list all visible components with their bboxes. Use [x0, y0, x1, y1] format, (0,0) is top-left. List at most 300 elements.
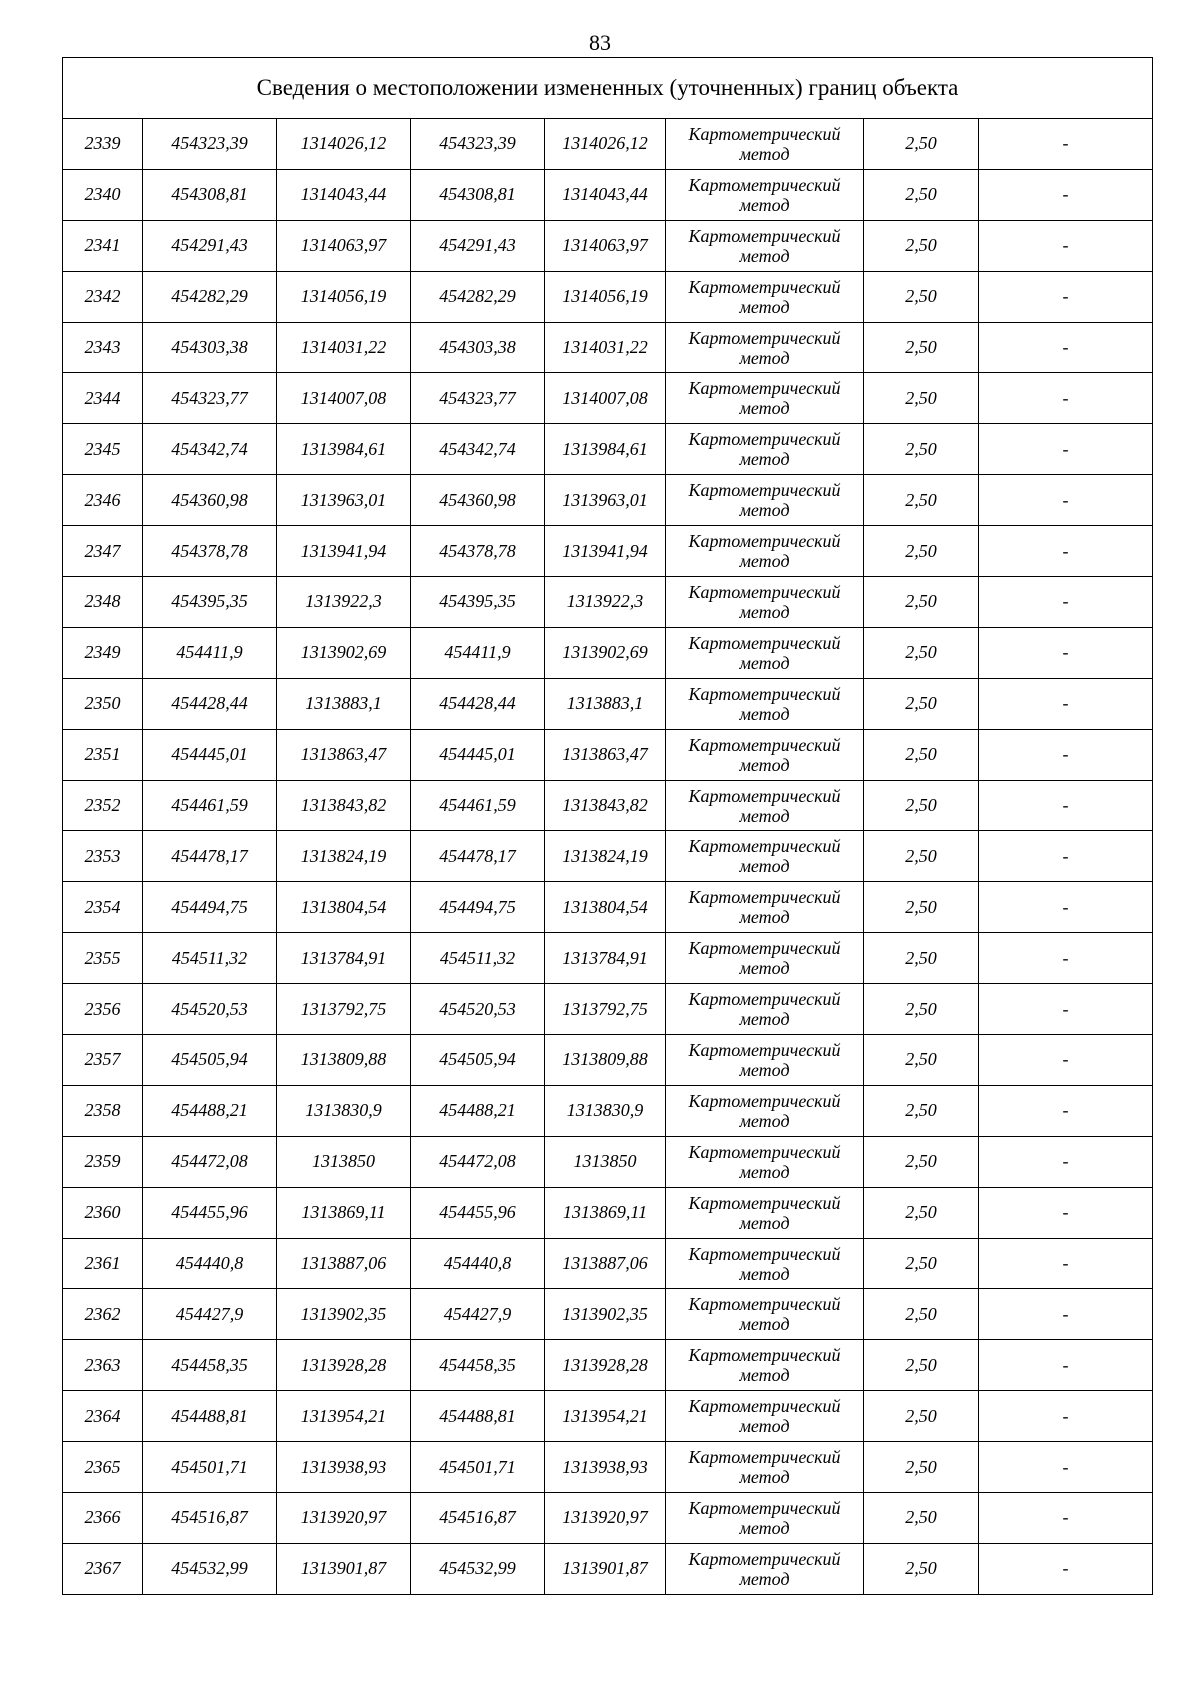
- accuracy-cell: 2,50: [864, 1340, 979, 1391]
- method-line-1: Картометрический: [688, 225, 841, 246]
- x-new-cell: 454427,9: [411, 1289, 545, 1340]
- x-new-cell: 454323,39: [411, 119, 545, 170]
- note-cell: -: [979, 424, 1153, 475]
- y-existing-cell: 1314043,44: [277, 169, 411, 220]
- method-cell: [666, 373, 864, 424]
- method-line-1: Картометрический: [688, 480, 841, 501]
- point-number-cell: 2349: [63, 627, 143, 678]
- note-cell: -: [979, 526, 1153, 577]
- y-new-cell: 1313887,06: [545, 1238, 666, 1289]
- table-row: [63, 1238, 1153, 1289]
- point-number-cell: 2364: [63, 1391, 143, 1442]
- y-new-cell: 1313902,69: [545, 627, 666, 678]
- accuracy-cell: 2,50: [864, 780, 979, 831]
- method-cell: [666, 780, 864, 831]
- x-existing-cell: 454440,8: [143, 1238, 277, 1289]
- accuracy-cell: 2,50: [864, 984, 979, 1035]
- method-line-2: метод: [739, 1009, 790, 1030]
- y-existing-cell: 1313922,3: [277, 577, 411, 628]
- x-existing-cell: 454291,43: [143, 220, 277, 271]
- note-cell: -: [979, 1340, 1153, 1391]
- accuracy-cell: 2,50: [864, 1543, 979, 1594]
- x-new-cell: 454455,96: [411, 1187, 545, 1238]
- point-number-cell: 2355: [63, 933, 143, 984]
- method-line-1: Картометрический: [688, 1141, 841, 1162]
- method-line-1: Картометрический: [688, 1243, 841, 1264]
- note-cell: -: [979, 1085, 1153, 1136]
- method-line-2: метод: [739, 1365, 790, 1386]
- y-new-cell: 1313809,88: [545, 1035, 666, 1086]
- y-new-cell: 1313850: [545, 1136, 666, 1187]
- y-existing-cell: 1313824,19: [277, 831, 411, 882]
- point-number-cell: 2358: [63, 1085, 143, 1136]
- x-new-cell: 454428,44: [411, 678, 545, 729]
- x-new-cell: 454511,32: [411, 933, 545, 984]
- y-existing-cell: 1313954,21: [277, 1391, 411, 1442]
- note-cell: -: [979, 729, 1153, 780]
- point-number-cell: 2361: [63, 1238, 143, 1289]
- method-line-2: метод: [739, 754, 790, 775]
- method-line-2: метод: [739, 398, 790, 419]
- table-row: [63, 831, 1153, 882]
- method-line-1: Картометрический: [688, 887, 841, 908]
- note-cell: -: [979, 627, 1153, 678]
- table-row: [63, 729, 1153, 780]
- x-existing-cell: 454458,35: [143, 1340, 277, 1391]
- method-line-2: метод: [739, 1212, 790, 1233]
- note-cell: -: [979, 780, 1153, 831]
- point-number-cell: 2357: [63, 1035, 143, 1086]
- method-cell: [666, 831, 864, 882]
- x-new-cell: 454323,77: [411, 373, 545, 424]
- point-number-cell: 2353: [63, 831, 143, 882]
- method-line-2: метод: [739, 1263, 790, 1284]
- y-existing-cell: 1313984,61: [277, 424, 411, 475]
- point-number-cell: 2359: [63, 1136, 143, 1187]
- method-line-2: метод: [739, 601, 790, 622]
- accuracy-cell: 2,50: [864, 271, 979, 322]
- x-existing-cell: 454511,32: [143, 933, 277, 984]
- method-cell: [666, 220, 864, 271]
- point-number-cell: 2354: [63, 882, 143, 933]
- point-number-cell: 2363: [63, 1340, 143, 1391]
- method-line-2: метод: [739, 245, 790, 266]
- point-number-cell: 2340: [63, 169, 143, 220]
- table-row: [63, 1187, 1153, 1238]
- point-number-cell: 2352: [63, 780, 143, 831]
- accuracy-cell: 2,50: [864, 678, 979, 729]
- accuracy-cell: 2,50: [864, 627, 979, 678]
- method-cell: [666, 1493, 864, 1544]
- note-cell: -: [979, 1187, 1153, 1238]
- table-row: [63, 678, 1153, 729]
- page-number: 83: [589, 30, 611, 55]
- note-cell: -: [979, 322, 1153, 373]
- y-existing-cell: 1314063,97: [277, 220, 411, 271]
- x-existing-cell: 454360,98: [143, 475, 277, 526]
- table-row: [63, 1136, 1153, 1187]
- note-cell: -: [979, 119, 1153, 170]
- method-line-2: метод: [739, 1467, 790, 1488]
- accuracy-cell: 2,50: [864, 1136, 979, 1187]
- x-new-cell: 454501,71: [411, 1442, 545, 1493]
- method-cell: [666, 882, 864, 933]
- method-line-2: метод: [739, 551, 790, 572]
- x-existing-cell: 454411,9: [143, 627, 277, 678]
- method-cell: [666, 1391, 864, 1442]
- x-new-cell: 454411,9: [411, 627, 545, 678]
- x-new-cell: 454458,35: [411, 1340, 545, 1391]
- note-cell: -: [979, 1238, 1153, 1289]
- method-cell: [666, 1085, 864, 1136]
- y-new-cell: 1313863,47: [545, 729, 666, 780]
- table-row: [63, 424, 1153, 475]
- x-existing-cell: 454455,96: [143, 1187, 277, 1238]
- accuracy-cell: 2,50: [864, 882, 979, 933]
- y-new-cell: 1314043,44: [545, 169, 666, 220]
- method-cell: [666, 729, 864, 780]
- table-title: Сведения о местоположении измененных (уточненных) границ объекта: [63, 58, 1153, 119]
- y-existing-cell: 1313792,75: [277, 984, 411, 1035]
- y-existing-cell: 1313883,1: [277, 678, 411, 729]
- point-number-cell: 2344: [63, 373, 143, 424]
- point-number-cell: 2348: [63, 577, 143, 628]
- method-line-2: метод: [739, 1314, 790, 1335]
- x-existing-cell: 454472,08: [143, 1136, 277, 1187]
- x-existing-cell: 454282,29: [143, 271, 277, 322]
- method-line-1: Картометрический: [688, 276, 841, 297]
- note-cell: -: [979, 882, 1153, 933]
- method-line-2: метод: [739, 347, 790, 368]
- x-existing-cell: 454461,59: [143, 780, 277, 831]
- x-existing-cell: 454494,75: [143, 882, 277, 933]
- y-new-cell: 1313928,28: [545, 1340, 666, 1391]
- method-cell: [666, 322, 864, 373]
- method-cell: [666, 1543, 864, 1594]
- x-new-cell: 454342,74: [411, 424, 545, 475]
- method-cell: [666, 984, 864, 1035]
- method-line-2: метод: [739, 1416, 790, 1437]
- x-existing-cell: 454516,87: [143, 1493, 277, 1544]
- point-number-cell: 2356: [63, 984, 143, 1035]
- x-new-cell: 454291,43: [411, 220, 545, 271]
- table-row: [63, 169, 1153, 220]
- method-line-2: метод: [739, 805, 790, 826]
- y-new-cell: 1313843,82: [545, 780, 666, 831]
- x-existing-cell: 454501,71: [143, 1442, 277, 1493]
- method-cell: [666, 1289, 864, 1340]
- accuracy-cell: 2,50: [864, 1442, 979, 1493]
- table-row: [63, 577, 1153, 628]
- y-existing-cell: 1314026,12: [277, 119, 411, 170]
- x-new-cell: 454488,81: [411, 1391, 545, 1442]
- x-existing-cell: 454478,17: [143, 831, 277, 882]
- method-line-1: Картометрический: [688, 1039, 841, 1060]
- y-new-cell: 1313963,01: [545, 475, 666, 526]
- x-existing-cell: 454308,81: [143, 169, 277, 220]
- x-existing-cell: 454505,94: [143, 1035, 277, 1086]
- accuracy-cell: 2,50: [864, 1238, 979, 1289]
- x-existing-cell: 454532,99: [143, 1543, 277, 1594]
- y-existing-cell: 1313830,9: [277, 1085, 411, 1136]
- x-existing-cell: 454323,77: [143, 373, 277, 424]
- y-new-cell: 1313901,87: [545, 1543, 666, 1594]
- method-cell: [666, 424, 864, 475]
- note-cell: -: [979, 1136, 1153, 1187]
- table-row: [63, 1543, 1153, 1594]
- point-number-cell: 2339: [63, 119, 143, 170]
- accuracy-cell: 2,50: [864, 424, 979, 475]
- table-row: [63, 933, 1153, 984]
- x-new-cell: 454378,78: [411, 526, 545, 577]
- method-line-2: метод: [739, 1059, 790, 1080]
- method-line-2: метод: [739, 296, 790, 317]
- point-number-cell: 2360: [63, 1187, 143, 1238]
- note-cell: -: [979, 169, 1153, 220]
- accuracy-cell: 2,50: [864, 475, 979, 526]
- x-new-cell: 454282,29: [411, 271, 545, 322]
- method-line-1: Картометрический: [688, 378, 841, 399]
- table-row: [63, 220, 1153, 271]
- table-row: [63, 1289, 1153, 1340]
- x-new-cell: 454488,21: [411, 1085, 545, 1136]
- y-existing-cell: 1313902,69: [277, 627, 411, 678]
- accuracy-cell: 2,50: [864, 373, 979, 424]
- method-line-2: метод: [739, 449, 790, 470]
- point-number-cell: 2350: [63, 678, 143, 729]
- table-row: [63, 475, 1153, 526]
- y-existing-cell: 1313804,54: [277, 882, 411, 933]
- accuracy-cell: 2,50: [864, 933, 979, 984]
- method-cell: [666, 627, 864, 678]
- method-line-2: метод: [739, 143, 790, 164]
- method-line-1: Картометрический: [688, 938, 841, 959]
- method-line-2: метод: [739, 1568, 790, 1589]
- method-cell: [666, 119, 864, 170]
- method-line-1: Картометрический: [688, 785, 841, 806]
- y-existing-cell: 1313920,97: [277, 1493, 411, 1544]
- point-number-cell: 2362: [63, 1289, 143, 1340]
- method-line-2: метод: [739, 194, 790, 215]
- method-line-1: Картометрический: [688, 836, 841, 857]
- y-new-cell: 1313792,75: [545, 984, 666, 1035]
- x-existing-cell: 454303,38: [143, 322, 277, 373]
- x-new-cell: 454494,75: [411, 882, 545, 933]
- method-cell: [666, 526, 864, 577]
- y-new-cell: 1313824,19: [545, 831, 666, 882]
- x-new-cell: 454445,01: [411, 729, 545, 780]
- method-line-2: метод: [739, 500, 790, 521]
- method-line-2: метод: [739, 652, 790, 673]
- table-row: [63, 882, 1153, 933]
- table-row: [63, 984, 1153, 1035]
- point-number-cell: 2342: [63, 271, 143, 322]
- accuracy-cell: 2,50: [864, 220, 979, 271]
- y-new-cell: 1313922,3: [545, 577, 666, 628]
- x-existing-cell: 454488,81: [143, 1391, 277, 1442]
- table-row: [63, 373, 1153, 424]
- x-new-cell: 454395,35: [411, 577, 545, 628]
- y-existing-cell: 1313784,91: [277, 933, 411, 984]
- note-cell: -: [979, 984, 1153, 1035]
- x-new-cell: 454472,08: [411, 1136, 545, 1187]
- note-cell: -: [979, 271, 1153, 322]
- y-new-cell: 1313938,93: [545, 1442, 666, 1493]
- method-cell: [666, 1187, 864, 1238]
- method-line-1: Картометрический: [688, 429, 841, 450]
- y-existing-cell: 1313941,94: [277, 526, 411, 577]
- table-title-row: [63, 58, 1153, 119]
- x-new-cell: 454303,38: [411, 322, 545, 373]
- method-cell: [666, 1136, 864, 1187]
- point-number-cell: 2341: [63, 220, 143, 271]
- y-new-cell: 1313941,94: [545, 526, 666, 577]
- y-existing-cell: 1313869,11: [277, 1187, 411, 1238]
- y-existing-cell: 1314031,22: [277, 322, 411, 373]
- method-line-1: Картометрический: [688, 1294, 841, 1315]
- accuracy-cell: 2,50: [864, 1187, 979, 1238]
- x-existing-cell: 454342,74: [143, 424, 277, 475]
- accuracy-cell: 2,50: [864, 526, 979, 577]
- table-row: [63, 1035, 1153, 1086]
- note-cell: -: [979, 577, 1153, 628]
- y-new-cell: 1314063,97: [545, 220, 666, 271]
- x-new-cell: 454505,94: [411, 1035, 545, 1086]
- x-existing-cell: 454428,44: [143, 678, 277, 729]
- x-existing-cell: 454445,01: [143, 729, 277, 780]
- accuracy-cell: 2,50: [864, 322, 979, 373]
- method-cell: [666, 678, 864, 729]
- table-row: [63, 1391, 1153, 1442]
- table-row: [63, 1085, 1153, 1136]
- note-cell: -: [979, 1391, 1153, 1442]
- method-cell: [666, 933, 864, 984]
- y-new-cell: 1313883,1: [545, 678, 666, 729]
- y-existing-cell: 1313809,88: [277, 1035, 411, 1086]
- accuracy-cell: 2,50: [864, 1493, 979, 1544]
- x-new-cell: 454516,87: [411, 1493, 545, 1544]
- table-row: [63, 322, 1153, 373]
- y-new-cell: 1313920,97: [545, 1493, 666, 1544]
- y-new-cell: 1314007,08: [545, 373, 666, 424]
- method-line-1: Картометрический: [688, 989, 841, 1010]
- note-cell: -: [979, 220, 1153, 271]
- accuracy-cell: 2,50: [864, 831, 979, 882]
- method-cell: [666, 577, 864, 628]
- x-existing-cell: 454395,35: [143, 577, 277, 628]
- method-line-2: метод: [739, 1517, 790, 1538]
- point-number-cell: 2343: [63, 322, 143, 373]
- note-cell: -: [979, 475, 1153, 526]
- table-row: [63, 1493, 1153, 1544]
- accuracy-cell: 2,50: [864, 1085, 979, 1136]
- method-line-2: метод: [739, 1110, 790, 1131]
- method-cell: [666, 475, 864, 526]
- point-number-cell: 2367: [63, 1543, 143, 1594]
- y-new-cell: 1313902,35: [545, 1289, 666, 1340]
- accuracy-cell: 2,50: [864, 577, 979, 628]
- x-existing-cell: 454323,39: [143, 119, 277, 170]
- x-new-cell: 454461,59: [411, 780, 545, 831]
- method-line-1: Картометрический: [688, 174, 841, 195]
- method-line-2: метод: [739, 703, 790, 724]
- accuracy-cell: 2,50: [864, 729, 979, 780]
- table-row: [63, 271, 1153, 322]
- method-line-1: Картометрический: [688, 327, 841, 348]
- x-existing-cell: 454378,78: [143, 526, 277, 577]
- y-existing-cell: 1313963,01: [277, 475, 411, 526]
- method-line-2: метод: [739, 856, 790, 877]
- note-cell: -: [979, 1289, 1153, 1340]
- x-new-cell: 454360,98: [411, 475, 545, 526]
- y-new-cell: 1313984,61: [545, 424, 666, 475]
- point-number-cell: 2365: [63, 1442, 143, 1493]
- y-existing-cell: 1314056,19: [277, 271, 411, 322]
- method-cell: [666, 1238, 864, 1289]
- y-existing-cell: 1313938,93: [277, 1442, 411, 1493]
- method-cell: [666, 1340, 864, 1391]
- table-row: [63, 526, 1153, 577]
- y-new-cell: 1313869,11: [545, 1187, 666, 1238]
- method-cell: [666, 169, 864, 220]
- x-new-cell: 454440,8: [411, 1238, 545, 1289]
- method-line-1: Картометрический: [688, 1548, 841, 1569]
- method-line-1: Картометрический: [688, 1396, 841, 1417]
- y-new-cell: 1314056,19: [545, 271, 666, 322]
- y-new-cell: 1313830,9: [545, 1085, 666, 1136]
- note-cell: -: [979, 373, 1153, 424]
- method-line-1: Картометрический: [688, 1192, 841, 1213]
- y-existing-cell: 1313843,82: [277, 780, 411, 831]
- accuracy-cell: 2,50: [864, 169, 979, 220]
- method-line-1: Картометрический: [688, 632, 841, 653]
- x-new-cell: 454520,53: [411, 984, 545, 1035]
- method-line-2: метод: [739, 1161, 790, 1182]
- table-row: [63, 1340, 1153, 1391]
- accuracy-cell: 2,50: [864, 1289, 979, 1340]
- method-line-1: Картометрический: [688, 1090, 841, 1111]
- x-new-cell: 454532,99: [411, 1543, 545, 1594]
- x-existing-cell: 454520,53: [143, 984, 277, 1035]
- x-new-cell: 454478,17: [411, 831, 545, 882]
- y-new-cell: 1313804,54: [545, 882, 666, 933]
- table-row: [63, 627, 1153, 678]
- accuracy-cell: 2,50: [864, 119, 979, 170]
- method-line-1: Картометрический: [688, 531, 841, 552]
- note-cell: -: [979, 1543, 1153, 1594]
- point-number-cell: 2351: [63, 729, 143, 780]
- note-cell: -: [979, 1035, 1153, 1086]
- table-body: [63, 119, 1153, 1595]
- accuracy-cell: 2,50: [864, 1035, 979, 1086]
- y-existing-cell: 1314007,08: [277, 373, 411, 424]
- y-existing-cell: 1313850: [277, 1136, 411, 1187]
- y-new-cell: 1314026,12: [545, 119, 666, 170]
- method-line-2: метод: [739, 907, 790, 928]
- point-number-cell: 2347: [63, 526, 143, 577]
- y-new-cell: 1314031,22: [545, 322, 666, 373]
- x-new-cell: 454308,81: [411, 169, 545, 220]
- table-row: [63, 119, 1153, 170]
- method-cell: [666, 1442, 864, 1493]
- note-cell: -: [979, 831, 1153, 882]
- x-existing-cell: 454427,9: [143, 1289, 277, 1340]
- method-line-1: Картометрический: [688, 123, 841, 144]
- method-line-1: Картометрический: [688, 683, 841, 704]
- table-row: [63, 1442, 1153, 1493]
- y-existing-cell: 1313863,47: [277, 729, 411, 780]
- x-existing-cell: 454488,21: [143, 1085, 277, 1136]
